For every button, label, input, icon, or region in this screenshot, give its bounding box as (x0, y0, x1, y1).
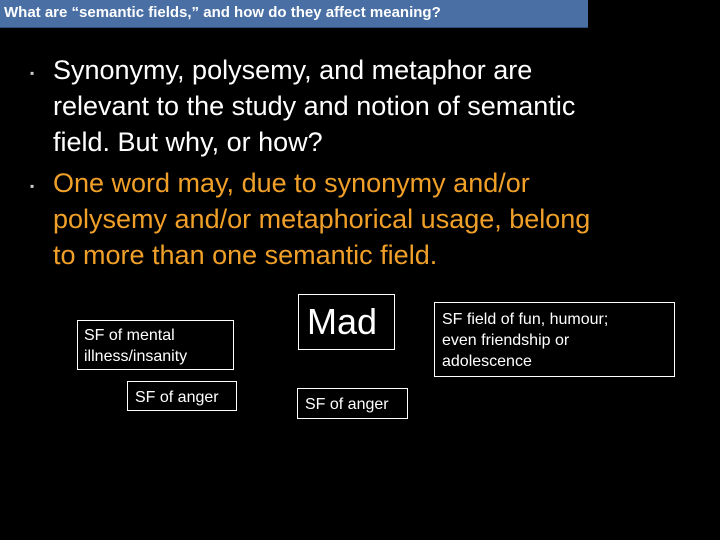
sf-mental-line-1: SF of mental (84, 327, 175, 344)
sf-mental-line-2: illness/insanity (84, 348, 188, 365)
sf-anger-left-box (127, 381, 237, 411)
bullet-2-line-3: to more than one semantic field. (53, 240, 438, 270)
bullet-marker-2: ▪ (30, 179, 35, 193)
sf-fun-line-3: adolescence (442, 353, 532, 370)
slide-title-bar (0, 0, 588, 28)
bullet-marker-1: ▪ (30, 66, 35, 80)
bullet-2-line-2: polysemy and/or metaphorical usage, belong (53, 204, 591, 234)
mad-box (298, 294, 395, 350)
bullet-1-line-3: field. But why, or how? (53, 127, 323, 157)
sf-anger-right-box (297, 388, 408, 419)
bullet-1-line-2: relevant to the study and notion of semantic (53, 91, 576, 121)
slide-title: What are “semantic fields,” and how do they affect meaning? (4, 4, 441, 21)
sf-anger-left-label: SF of anger (135, 389, 219, 406)
sf-fun-line-1: SF field of fun, humour; (442, 311, 609, 328)
mad-label: Mad (307, 301, 378, 342)
bullet-1-line-1: Synonymy, polysemy, and metaphor are (53, 55, 533, 85)
sf-anger-right-label: SF of anger (305, 396, 389, 413)
sf-fun-line-2: even friendship or (442, 332, 570, 349)
sf-mental-box (77, 320, 234, 370)
bullet-2-line-1: One word may, due to synonymy and/or (53, 168, 530, 198)
sf-fun-box (434, 302, 675, 377)
